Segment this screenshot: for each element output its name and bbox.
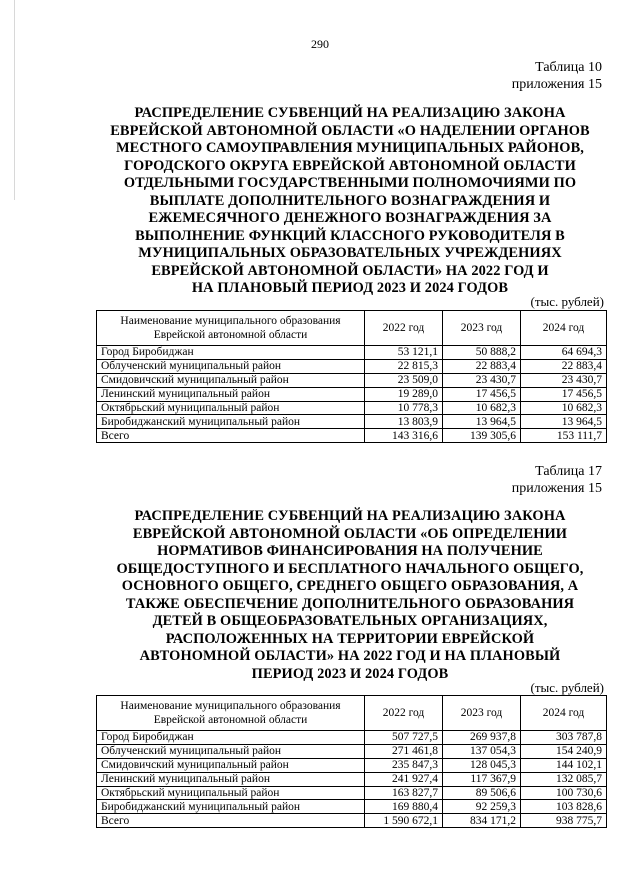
- table-total-row: [97, 814, 607, 828]
- value-2023: 23 430,7: [443, 373, 521, 387]
- municipality-name: Облученский муниципальный район: [97, 744, 365, 758]
- title-line: ДЕТЕЙ В ОБЩЕОБРАЗОВАТЕЛЬНЫХ ОРГАНИЗАЦИЯХ,: [152, 613, 548, 629]
- value-2023: 22 883,4: [443, 359, 521, 373]
- total-2024: 938 775,7: [521, 814, 607, 828]
- municipality-name: Биробиджанский муниципальный район: [97, 415, 365, 429]
- table-17: [96, 695, 607, 828]
- value-2024: 132 085,7: [521, 772, 607, 786]
- value-2022: 507 727,5: [365, 731, 443, 745]
- header-line: Наименование муниципального образования: [120, 700, 341, 712]
- column-header-2024: 2024 год: [521, 311, 607, 346]
- value-2024: 17 456,5: [521, 387, 607, 401]
- title-line: МУНИЦИПАЛЬНЫХ ОБРАЗОВАТЕЛЬНЫХ УЧРЕЖДЕНИЯХ: [138, 245, 562, 261]
- municipality-name: Облученский муниципальный район: [97, 359, 365, 373]
- table-17-unit: (тыс. рублей): [530, 680, 604, 695]
- total-2023: 139 305,6: [443, 429, 521, 443]
- title-line: ВЫПОЛНЕНИЕ ФУНКЦИЙ КЛАССНОГО РУКОВОДИТЕЛЯ В: [135, 227, 565, 244]
- table-row: [97, 346, 607, 360]
- total-2022: 1 590 672,1: [365, 814, 443, 828]
- table-row: [97, 786, 607, 800]
- value-2023: 137 054,3: [443, 744, 521, 758]
- table-row: [97, 731, 607, 745]
- table-17-title: [92, 508, 608, 683]
- municipality-name: Ленинский муниципальный район: [97, 387, 365, 401]
- value-2022: 23 509,0: [365, 373, 443, 387]
- appendix-reference: приложения 15: [511, 481, 602, 496]
- table-number: Таблица 10: [535, 60, 602, 75]
- title-line: ОТДЕЛЬНЫМИ ГОСУДАРСТВЕННЫМИ ПОЛНОМОЧИЯМИ ПО: [123, 175, 577, 191]
- title-line: ГОРОДСКОГО ОКРУГА ЕВРЕЙСКОЙ АВТОНОМНОЙ ОБЛАСТИ: [124, 157, 576, 174]
- title-line: ЕВРЕЙСКОЙ АВТОНОМНОЙ ОБЛАСТИ «ОБ ОПРЕДЕЛЕНИИ: [132, 525, 568, 542]
- value-2023: 10 682,3: [443, 401, 521, 415]
- header-line: Еврейской автономной области: [153, 329, 308, 341]
- municipality-name: Биробиджанский муниципальный район: [97, 800, 365, 814]
- total-2023: 834 171,2: [443, 814, 521, 828]
- table-row: [97, 359, 607, 373]
- title-line: РАСПРЕДЕЛЕНИЕ СУБВЕНЦИЙ НА РЕАЛИЗАЦИЮ ЗАКОНА: [134, 105, 566, 121]
- column-header-municipality: [97, 311, 365, 346]
- value-2022: 271 461,8: [365, 744, 443, 758]
- value-2024: 100 730,6: [521, 786, 607, 800]
- total-2022: 143 316,6: [365, 429, 443, 443]
- column-header-2022: 2022 год: [365, 696, 443, 731]
- table-row: [97, 373, 607, 387]
- value-2023: 92 259,3: [443, 800, 521, 814]
- value-2023: 89 506,6: [443, 786, 521, 800]
- table-header-row: [97, 311, 607, 346]
- value-2022: 22 815,3: [365, 359, 443, 373]
- table-row: [97, 800, 607, 814]
- value-2022: 241 927,4: [365, 772, 443, 786]
- total-2024: 153 111,7: [521, 429, 607, 443]
- value-2022: 53 121,1: [365, 346, 443, 360]
- table-row: [97, 387, 607, 401]
- title-line: ЕВРЕЙСКОЙ АВТОНОМНОЙ ОБЛАСТИ «О НАДЕЛЕНИИ ОРГАНОВ: [110, 122, 590, 139]
- header-line: Еврейской автономной области: [153, 714, 308, 726]
- value-2024: 13 964,5: [521, 415, 607, 429]
- total-label: Всего: [97, 814, 365, 828]
- title-line: АВТОНОМНОЙ ОБЛАСТИ» НА 2022 ГОД И НА ПЛАНОВЫЙ: [139, 648, 561, 664]
- table-header-row: [97, 696, 607, 731]
- column-header-2022: 2022 год: [365, 311, 443, 346]
- municipality-name: Город Биробиджан: [97, 346, 365, 360]
- value-2023: 269 937,8: [443, 731, 521, 745]
- value-2024: 23 430,7: [521, 373, 607, 387]
- title-line: НОРМАТИВОВ ФИНАНСИРОВАНИЯ НА ПОЛУЧЕНИЕ: [157, 543, 543, 559]
- value-2022: 235 847,3: [365, 758, 443, 772]
- table-10-unit: (тыс. рублей): [530, 294, 604, 309]
- table-17-reference: [512, 463, 602, 497]
- table-row: [97, 758, 607, 772]
- column-header-municipality: [97, 696, 365, 731]
- title-line: ПЕРИОД 2023 И 2024 ГОДОВ: [251, 665, 449, 682]
- value-2024: 103 828,6: [521, 800, 607, 814]
- value-2024: 144 102,1: [521, 758, 607, 772]
- table-row: [97, 401, 607, 415]
- appendix-reference: приложения 15: [511, 77, 602, 92]
- value-2023: 128 045,3: [443, 758, 521, 772]
- value-2023: 117 367,9: [443, 772, 521, 786]
- value-2024: 64 694,3: [521, 346, 607, 360]
- value-2024: 10 682,3: [521, 401, 607, 415]
- value-2023: 50 888,2: [443, 346, 521, 360]
- total-label: Всего: [97, 429, 365, 443]
- header-line: Наименование муниципального образования: [120, 315, 341, 327]
- title-line: НА ПЛАНОВЫЙ ПЕРИОД 2023 И 2024 ГОДОВ: [191, 280, 509, 296]
- municipality-name: Смидовичский муниципальный район: [97, 373, 365, 387]
- value-2022: 163 827,7: [365, 786, 443, 800]
- title-line: ОСНОВНОГО ОБЩЕГО, СРЕДНЕГО ОБЩЕГО ОБРАЗОВАНИЯ, А: [121, 578, 579, 594]
- table-number: Таблица 17: [535, 464, 602, 479]
- page-number: 290: [311, 37, 329, 51]
- table-10-reference: [512, 59, 602, 93]
- table-total-row: [97, 429, 607, 443]
- municipality-name: Ленинский муниципальный район: [97, 772, 365, 786]
- table-row: [97, 744, 607, 758]
- municipality-name: Октябрьский муниципальный район: [97, 401, 365, 415]
- scan-edge-line: [14, 0, 15, 200]
- table-row: [97, 415, 607, 429]
- value-2022: 19 289,0: [365, 387, 443, 401]
- value-2023: 17 456,5: [443, 387, 521, 401]
- table-10-title: [92, 105, 608, 298]
- value-2022: 10 778,3: [365, 401, 443, 415]
- title-line: РАСПОЛОЖЕННЫХ НА ТЕРРИТОРИИ ЕВРЕЙСКОЙ: [165, 630, 535, 647]
- value-2024: 303 787,8: [521, 731, 607, 745]
- municipality-name: Город Биробиджан: [97, 731, 365, 745]
- title-line: ЕЖЕМЕСЯЧНОГО ДЕНЕЖНОГО ВОЗНАГРАЖДЕНИЯ ЗА: [148, 210, 552, 226]
- column-header-2023: 2023 год: [443, 696, 521, 731]
- table-10: [96, 310, 607, 443]
- title-line: ТАКЖЕ ОБЕСПЕЧЕНИЕ ДОПОЛНИТЕЛЬНОГО ОБРАЗОВАНИЯ: [125, 595, 575, 612]
- column-header-2023: 2023 год: [443, 311, 521, 346]
- column-header-2024: 2024 год: [521, 696, 607, 731]
- title-line: РАСПРЕДЕЛЕНИЕ СУБВЕНЦИЙ НА РЕАЛИЗАЦИЮ ЗАКОНА: [134, 508, 566, 524]
- value-2024: 154 240,9: [521, 744, 607, 758]
- municipality-name: Смидовичский муниципальный район: [97, 758, 365, 772]
- municipality-name: Октябрьский муниципальный район: [97, 786, 365, 800]
- value-2024: 22 883,4: [521, 359, 607, 373]
- title-line: ВЫПЛАТЕ ДОПОЛНИТЕЛЬНОГО ВОЗНАГРАЖДЕНИЯ И: [149, 192, 551, 209]
- title-line: ОБЩЕДОСТУПНОГО И БЕСПЛАТНОГО НАЧАЛЬНОГО ОБЩЕГО,: [116, 560, 584, 577]
- title-line: ЕВРЕЙСКОЙ АВТОНОМНОЙ ОБЛАСТИ» НА 2022 ГОД И: [151, 262, 549, 279]
- title-line: МЕСТНОГО САМОУПРАВЛЕНИЯ МУНИЦИПАЛЬНЫХ РАЙОНОВ,: [116, 140, 584, 156]
- value-2023: 13 964,5: [443, 415, 521, 429]
- table-row: [97, 772, 607, 786]
- value-2022: 169 880,4: [365, 800, 443, 814]
- value-2022: 13 803,9: [365, 415, 443, 429]
